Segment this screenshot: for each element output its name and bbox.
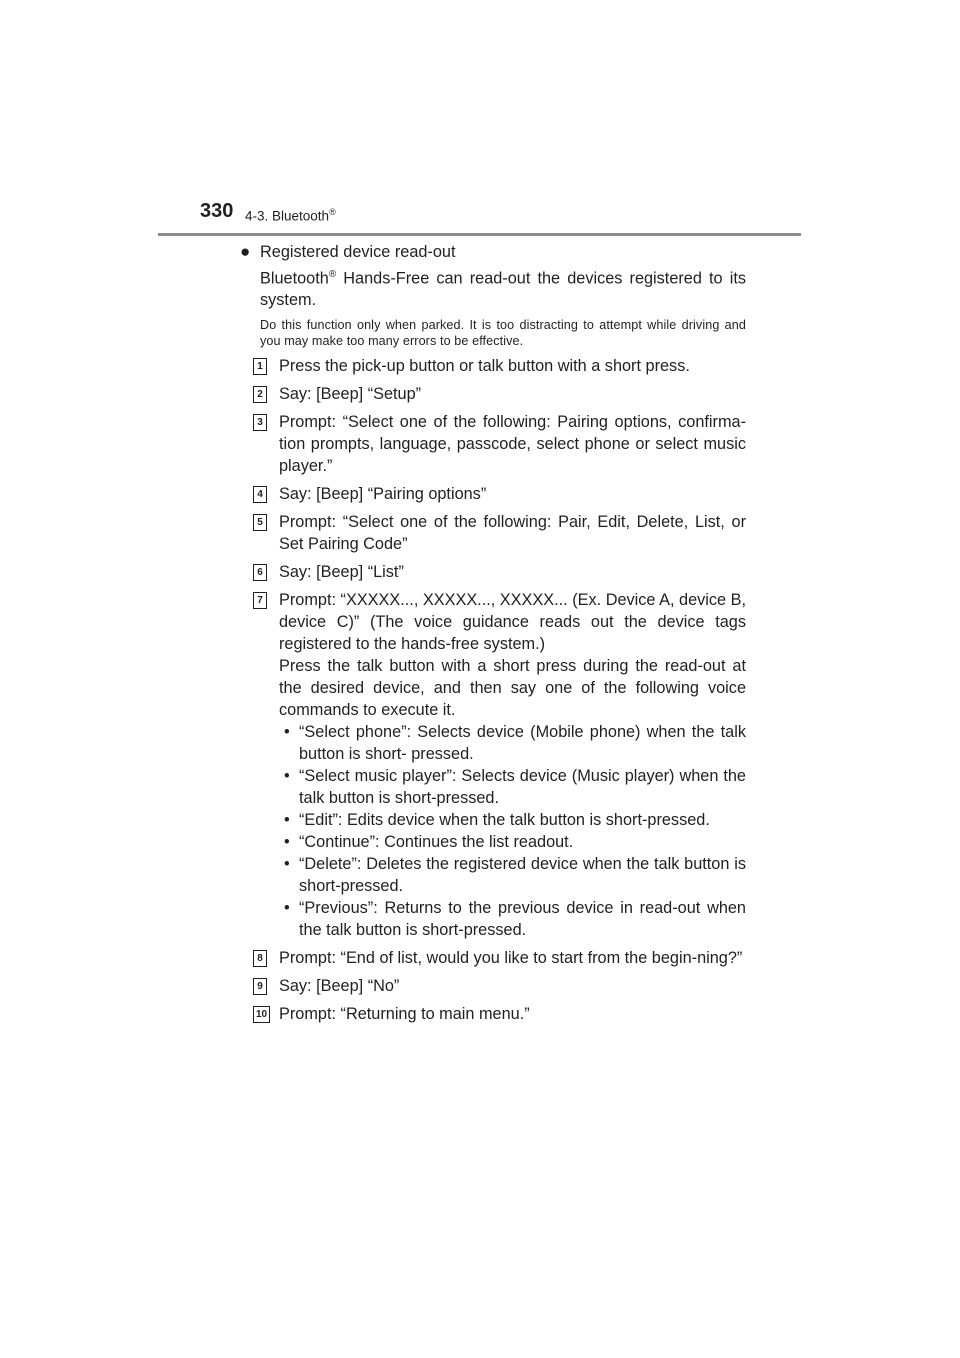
list-item-text: “Select music player”: Selects device (Music player) when the talk button is short-pressed. [299,767,746,808]
intro-registered-mark: ® [328,269,337,280]
steps-list [240,355,746,1025]
topic-intro [240,264,746,311]
step-10 [240,1003,746,1025]
step-text: Prompt: “End of list, would you like to start from the begin-ning?” [279,949,743,968]
list-item-text: “Previous”: Returns to the previous device in read-out when the talk button is short-pressed. [299,899,746,940]
list-item-text: “Continue”: Continues the list readout. [299,833,574,852]
step-text: Say: [Beep] “List” [279,563,404,582]
page-content [240,241,746,1031]
page-header [0,0,960,240]
list-item: • “Edit”: Edits device when the talk button is short-pressed. [284,811,710,830]
step-number-badge: 2 [253,386,267,403]
list-item: • “Delete”: Deletes the registered device when the talk button is short-pressed. [284,855,746,896]
list-item: • “Continue”: Continues the list readout. [284,833,574,852]
section-title [245,207,336,224]
step-number-badge: 8 [253,950,267,967]
step-9 [240,975,746,997]
step-text: Prompt: “Select one of the following: Pairing options, confirma-tion prompts, language, passcode, select phone or select music player.” [279,413,746,476]
step-number-badge: 6 [253,564,267,581]
step-extra-text: Press the talk button with a short press during the read-out at the desired device, and then say one of the following voice commands to execute it. [279,657,746,720]
step-5 [240,511,746,555]
step-number-badge: 3 [253,414,267,431]
step-7 [240,589,746,941]
step-text: Prompt: “Select one of the following: Pair, Edit, Delete, List, or Set Pairing Code” [279,513,746,554]
step-number-badge: 4 [253,486,267,503]
step-text: Say: [Beep] “Pairing options” [279,485,487,504]
step-text: Press the pick-up button or talk button with a short press. [279,357,690,376]
list-item-text: “Delete”: Deletes the registered device when the talk button is short-pressed. [299,855,746,896]
registered-mark: ® [329,207,336,217]
step-number-badge: 1 [253,358,267,375]
step-6 [240,561,746,583]
step-number-badge: 5 [253,514,267,531]
list-item: • “Select phone”: Selects device (Mobile phone) when the talk button is short- pressed. [284,723,746,764]
step-text: Prompt: “XXXXX..., XXXXX..., XXXXX... (Ex. Device A, device B, device C)” (The voice guidance reads out the device tags registered to the hands-free system.) [279,591,746,654]
section-title-text: 4-3. Bluetooth [245,208,330,224]
step-number-badge: 10 [253,1006,270,1023]
page-number: 330 [200,200,234,222]
topic-heading [240,241,746,263]
list-item: • “Previous”: Returns to the previous device in read-out when the talk button is short-pressed. [284,899,746,940]
topic-title: Registered device read-out [260,243,456,261]
step-number-badge: 7 [253,592,267,609]
list-item: • “Select music player”: Selects device (Music player) when the talk button is short-pressed. [284,767,746,808]
step-text: Prompt: “Returning to main menu.” [279,1005,530,1024]
step-text: Say: [Beep] “Setup” [279,385,422,404]
bullet-icon: ● [240,242,251,261]
caution-note: Do this function only when parked. It is too distracting to attempt while driving and you may make too many errors to be effective. [260,318,746,349]
step-1 [240,355,746,377]
step-number-badge: 9 [253,978,267,995]
voice-command-list [279,721,746,941]
step-2 [240,383,746,405]
intro-brand: Bluetooth [260,269,329,288]
intro-text: Hands-Free can read-out the devices registered to its system. [260,269,746,310]
header-rule [158,233,801,236]
step-text: Say: [Beep] “No” [279,977,400,996]
step-8 [240,947,746,969]
step-4 [240,483,746,505]
list-item-text: “Select phone”: Selects device (Mobile phone) when the talk button is short- pressed. [299,723,746,764]
step-3 [240,411,746,477]
list-item-text: “Edit”: Edits device when the talk button is short-pressed. [299,811,710,830]
